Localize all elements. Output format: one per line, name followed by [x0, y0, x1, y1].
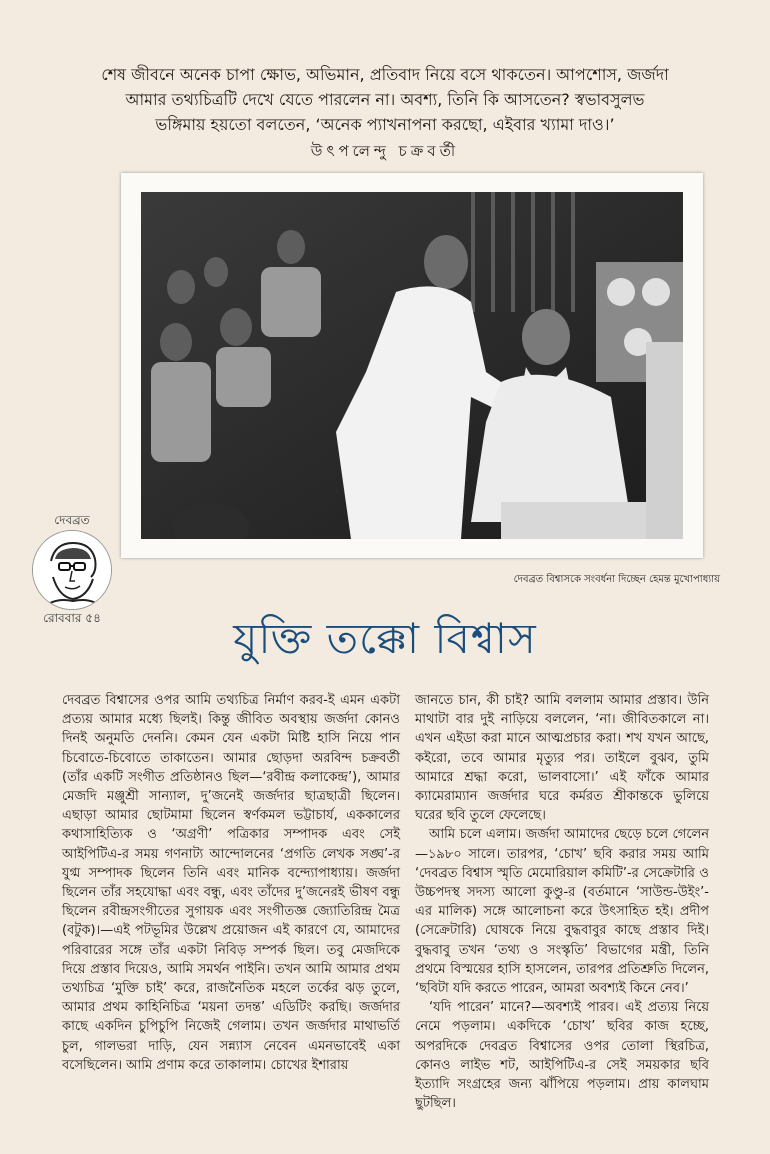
pull-quote: [100, 62, 670, 164]
paragraph: জানতে চান, কী চাই? আমি বললাম আমার প্রস্তাব। উনি মাথাটা বার দুই নাড়িয়ে বললেন, ‘না। জীবিতকালে না। এখন এইডা করা মানে আত্মপ্রচার করা। শখ যখন আছে, কইরো, তবে আমার মৃত্যুর পর। তাইলে বুঝব, তুমি আমারে শ্রদ্ধা করো, ভালবাসো।’ এই ফাঁকে আমার ক্যামেরাম্যান জর্জদার ঘরে কর্মরত শ্রীকান্তকে ভুলিয়ে ঘরের ছবি তুলে ফেলেছে।: [415, 693, 709, 824]
article-column-left: [62, 691, 400, 1075]
badge-issue: রোববার ৫৪: [43, 611, 101, 625]
portrait-icon: [33, 531, 111, 609]
archival-photo: [141, 192, 683, 539]
photo-frame: [121, 173, 703, 558]
photo-caption: দেবব্রত বিশ্বাসকে সংবর্ধনা দিচ্ছেন হেমন্ত মুখোপাধ্যায়: [513, 574, 720, 585]
paragraph: আমি চলে এলাম। জর্জদা আমাদের ছেড়ে চলে গেলেন—১৯৮০ সালে। তারপর, ‘চোখ’ ছবি করার সময় আমি ‘দেবব্রত বিশ্বাস স্মৃতি মেমোরিয়াল কমিটি’-র সেক্রেটারি ও উচ্চপদস্থ সদস্য আলো কুণ্ডু-র (বর্তমানে ‘সাউন্ড-উইং’-এর মালিক) সঙ্গে আলোচনা করে উৎসাহিত হই। প্রদীপ (সেক্রেটারি) ঘোষকে নিয়ে বুদ্ধবাবুর কাছে প্রস্তাব দিই। বুদ্ধবাবু তখন ‘তথ্য ও সংস্কৃতি’ বিভাগের মন্ত্রী, তিনি প্রথমে বিস্ময়ের হাসি হাসলেন, তারপর প্রতিশ্রুতি দিলেন, ‘ছবিটা যদি করতে পারেন, আমরা অবশ্যই কিনে নেব।’: [415, 827, 709, 997]
article-column-right: [415, 691, 709, 1113]
portrait-sketch: [32, 530, 112, 610]
paragraph: দেবব্রত বিশ্বাসের ওপর আমি তথ্যচিত্র নির্মাণ করব-ই এমন একটা প্রত্যয় আমার মধ্যে ছিলই। কিন্তু জীবিত অবস্থায় জর্জদা কোনও দিনই অনুমতি দেননি। কেমন যেন একটা মিষ্টি হাসি নিয়ে পান চিবোতে-চিবোতে তাকাতেন। আমার ছোড়দা অরবিন্দ চক্রবর্তী (তাঁর একটি সংগীত প্রতিষ্ঠানও ছিল—‘রবীন্দ্র কলাকেন্দ্র’), আমার মেজদি মঞ্জুশ্রী সান্যাল, দু’জনেই জর্জদার ছাত্রছাত্রী ছিলেন। এছাড়া আমার ছোটমামা ছিলেন স্বর্ণকমল ভট্টাচার্য, এককালের কথাসাহিত্যিক ও ‘অগ্রণী’ পত্রিকার সম্পাদক এবং সেই আইপিটিএ-র সময় গণনাট্য আন্দোলনের ‘প্রগতি লেখক সঙ্ঘ’-র যুগ্ম সম্পাদক ছিলেন তিনি এবং মানিক বন্দ্যোপাধ্যায়। জর্জদা ছিলেন তাঁর সহযোদ্ধা এবং বন্ধু, এবং তাঁদের দু’জনেরই ভীষণ বন্ধু ছিলেন রবীন্দ্রসংগীতের সুগায়ক এবং সংগীতজ্ঞ জ্যোতিরিন্দ্র মৈত্র (বটুক)।—এই পটভূমির উল্লেখ প্রয়োজন এই কারণে যে, আমাদের পরিবারের সঙ্গে তাঁর একটা নিবিড় সম্পর্ক ছিল। তবু মেজদিকে দিয়ে প্রস্তাব দিয়েও, আমি সমর্থন পাইনি। তখন আমি আমার প্রথম তথ্যচিত্র ‘মুক্তি চাই’ করে, রাজনৈতিক মহলে তর্কের ঝড় তুলে, আমার প্রথম কাহিনিচিত্র ‘ময়না তদন্ত’ এডিটিং করছি। জর্জদার কাছে একদিন চুপিচুপি নিজেই গেলাম। তখন জর্জদার মাথাভর্তি চুল, গালভরা দাড়ি, যেন সন্ন্যাস নেবেন এমনভাবেই একা বসেছিলেন। আমি প্রণাম করে তাকালাম। চোখের ইশারায়: [62, 693, 400, 1073]
paragraph: ‘যদি পারেন’ মানে?—অবশ্যই পারব। এই প্রত্যয় নিয়ে নেমে পড়লাম। একদিকে ‘চোখ’ ছবির কাজ হচ্ছে, অপরদিকে দেবব্রত বিশ্বাসের ওপর তোলা স্থিরচিত্র, কোনও লাইভ শট, আইপিটিএ-র সেই সময়কার ছবি ইত্যাদি সংগ্রহের জন্য ঝাঁপিয়ে পড়লাম। প্রায় কালঘাম ছুটছিল।: [415, 1000, 709, 1112]
photo-illustration: [141, 192, 683, 539]
quote-author: উৎপলেন্দু চক্রবর্তী: [310, 142, 460, 160]
quote-text: শেষ জীবনে অনেক চাপা ক্ষোভ, অভিমান, প্রতিবাদ নিয়ে বসে থাকতেন। আপশোস, জর্জদা আমার তথ্যচিত্রটি দেখে যেতে পারলেন না। অবশ্য, তিনি কি আসতেন? স্বভাবসুলভ ভঙ্গিমায় হয়তো বলতেন, ‘অনেক প্যাখনাপনা করছো, এইবার খ্যামা দাও।’: [101, 65, 669, 134]
article-headline: যুক্তি তক্কো বিশ্বাস: [233, 614, 537, 663]
badge-title: দেবব্রত: [54, 513, 90, 527]
